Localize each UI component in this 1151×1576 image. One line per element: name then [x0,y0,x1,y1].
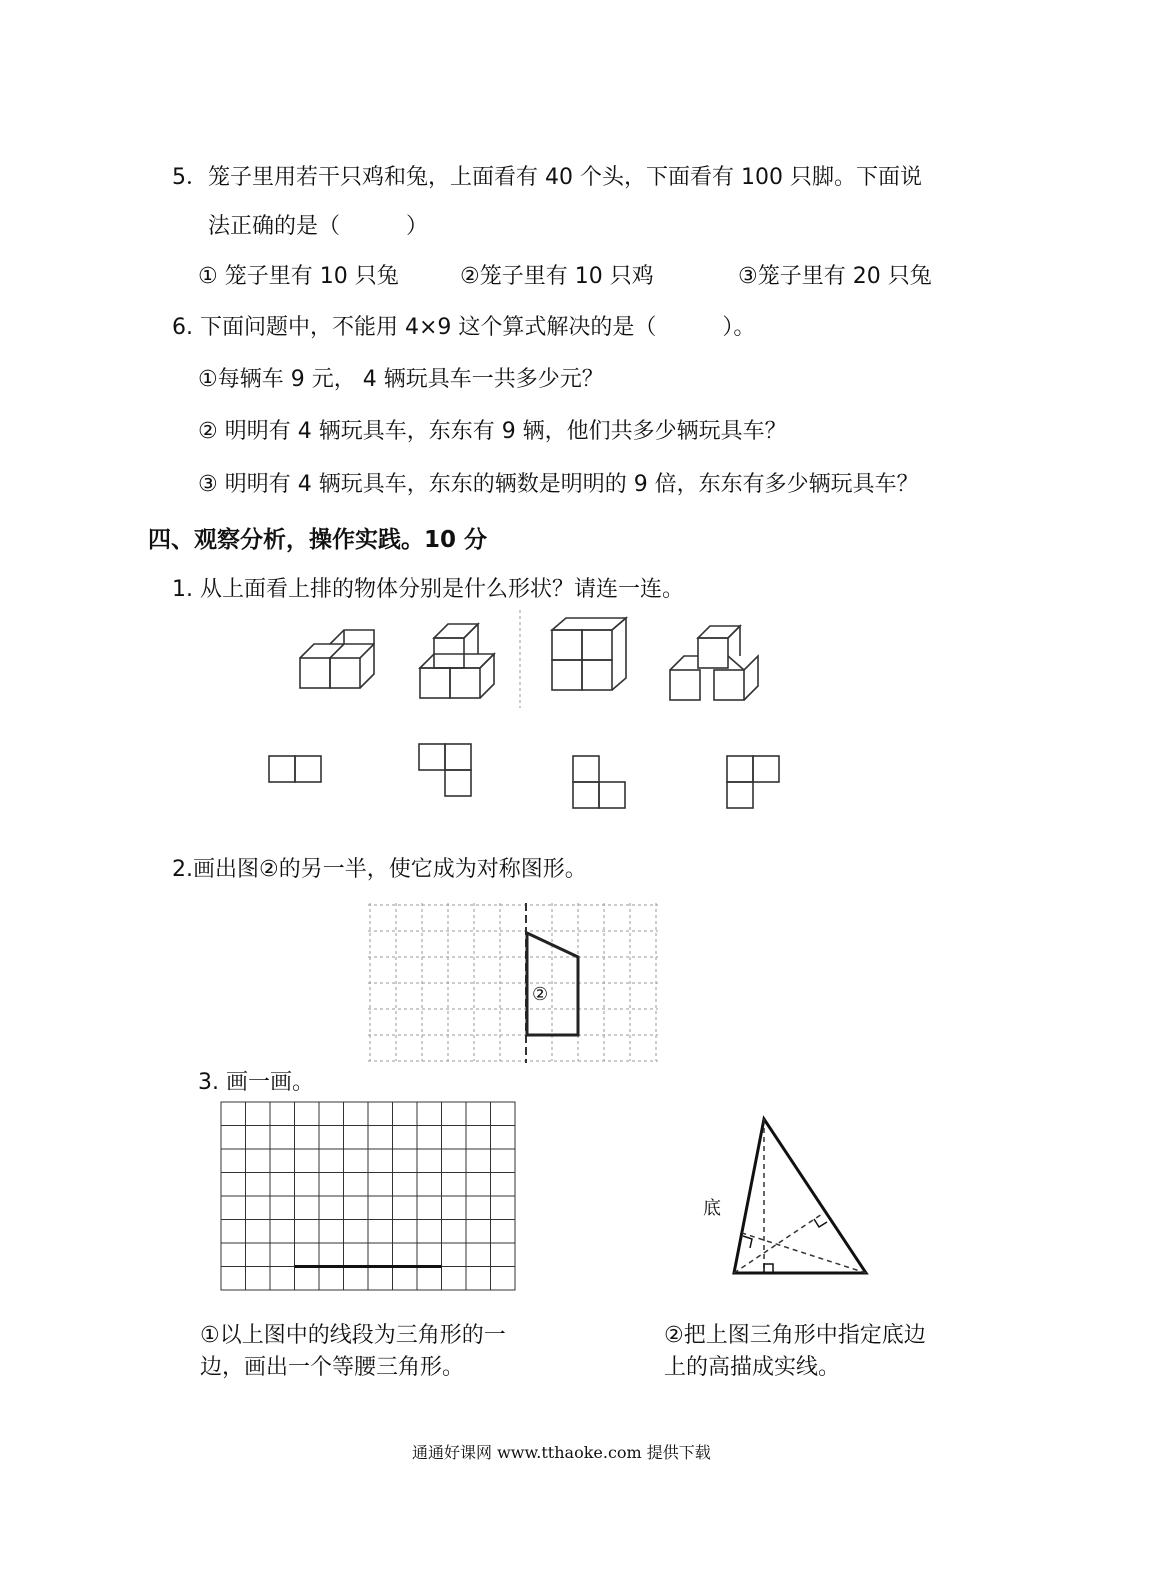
q6-stem: 6. 下面问题中，不能用 4×9 这个算式解决的是（ ）。 [172,315,756,340]
s4-q3-stem: 3. 画一画。 [198,1070,314,1095]
q3-task2-line2: 上的高描成实线。 [664,1355,841,1380]
top-view-1 [269,756,321,782]
q5-stem-line1: 5．笼子里用若干只鸡和兔，上面看有 40 个头，下面看有 100 只脚。下面说 [172,165,922,190]
triangle-base-label: 底 [703,1198,721,1219]
q6-option-1: ①每辆车 9 元， 4 辆玩具车一共多少元？ [198,367,604,392]
q6-option-2: ② 明明有 4 辆玩具车，东东有 9 辆，他们共多少辆玩具车？ [198,419,787,444]
footer-text: 通通好课网 www.tthaoke.com 提供下载 [412,1443,711,1462]
top-views-row [255,742,785,822]
three-d-objects-row [290,608,770,718]
s4-q1-stem: 1. 从上面看上排的物体分别是什么形状？请连一连。 [172,577,684,602]
q5-option-3: ③笼子里有 20 只兔 [738,264,932,289]
s4-q2-stem: 2.画出图②的另一半，使它成为对称图形。 [172,857,587,882]
object-2 [420,624,494,698]
drawing-grid [220,1101,520,1293]
top-view-4 [727,756,779,808]
q5-option-2: ②笼子里有 10 只鸡 [460,264,654,289]
q3-task1-line1: ①以上图中的线段为三角形的一 [200,1323,506,1348]
object-3 [552,618,626,690]
object-1 [300,630,374,688]
q6-option-3: ③ 明明有 4 辆玩具车，东东的辆数是明明的 9 倍，东东有多少辆玩具车？ [198,472,919,497]
section-4-title: 四、观察分析，操作实践。10 分 [148,527,488,553]
top-view-2 [419,744,471,796]
triangle-figure [730,1115,875,1280]
q3-task2-line1: ②把上图三角形中指定底边 [664,1323,926,1348]
q5-option-1: ① 笼子里有 10 只兔 [198,264,399,289]
top-view-3 [573,756,625,808]
q3-task1-line2: 边，画出一个等腰三角形。 [200,1355,465,1380]
figure-2-label: ② [532,984,549,1005]
symmetry-grid [368,903,664,1063]
object-4 [670,626,758,700]
q5-stem-line2: 法正确的是（ ） [208,214,429,239]
